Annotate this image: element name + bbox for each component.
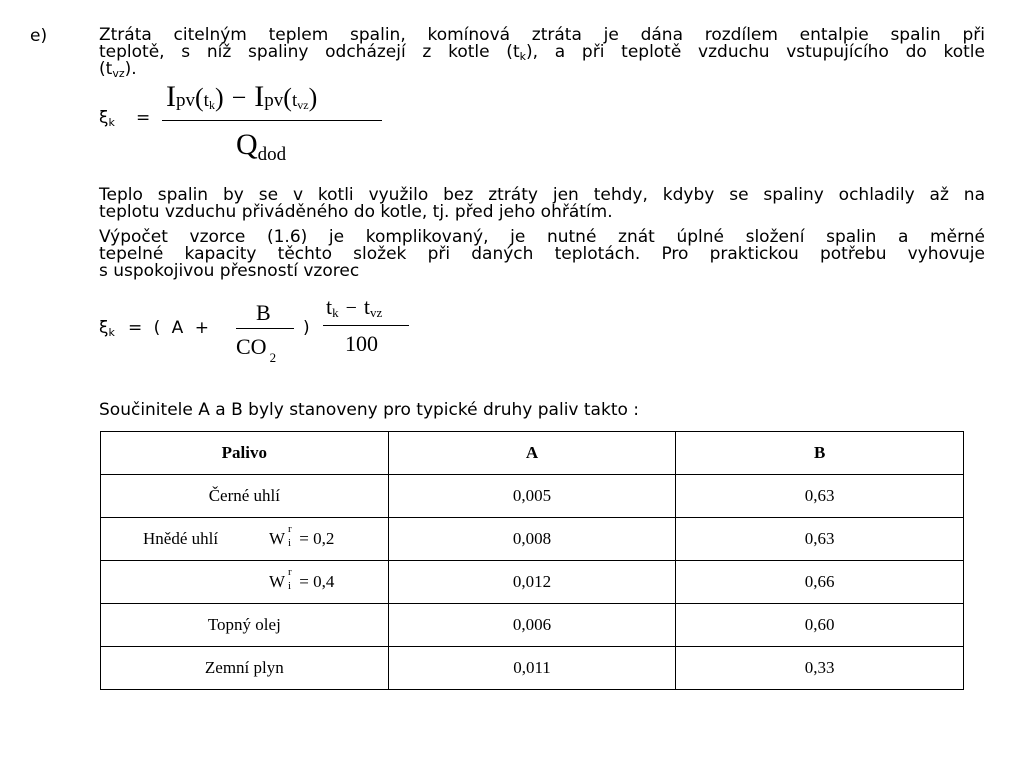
formula2-num-b: B bbox=[256, 300, 271, 325]
formula2-lhs: $\xi_k$ bbox=[99, 318, 115, 339]
header-b: B bbox=[676, 432, 964, 475]
formula2-num-t: $t_k - t_{vz}$ bbox=[326, 294, 383, 320]
p2-line-2: teplotu vzduchu přiváděného do kotle, tj. před jeho ohřátím. bbox=[99, 202, 613, 222]
fuel-name: Hnědé uhlí bbox=[143, 529, 219, 548]
formula1-equals: = bbox=[136, 108, 151, 128]
b-cell: 0,33 bbox=[676, 647, 964, 690]
formula2-den-co2: CO $_2$ bbox=[236, 334, 277, 365]
moisture-label: W r i = 0,2 bbox=[269, 523, 335, 549]
section-marker: e) bbox=[30, 26, 48, 46]
a-cell: 0,005 bbox=[388, 475, 676, 518]
formula2-close: ) bbox=[303, 318, 310, 338]
fuel-cell bbox=[101, 518, 389, 561]
a-cell: 0,008 bbox=[388, 518, 676, 561]
fuel-cell: Zemní plyn bbox=[101, 647, 389, 690]
moisture-label: W r i = 0,4 bbox=[269, 566, 335, 592]
b-cell: 0,60 bbox=[676, 604, 964, 647]
formula1-denominator: Qdod bbox=[236, 128, 287, 165]
p1-line-2: teplotě, s níž spaliny odcházejí z kotle $(t_k)$, a při teplotě vzduchu vstupujícího do kotle bbox=[99, 42, 985, 63]
paragraph-2 bbox=[99, 187, 985, 221]
p1-line-3: $(t_{vz})$. bbox=[99, 59, 137, 80]
p3-line-3: s uspokojivou přesností vzorec bbox=[99, 261, 360, 281]
p3-line-2: tepelné kapacity těchto složek při daných teplotách. Pro praktickou potřebu vyhovuje bbox=[99, 244, 985, 264]
a-cell: 0,006 bbox=[388, 604, 676, 647]
table-row bbox=[101, 647, 964, 690]
table-header-row bbox=[101, 432, 964, 475]
header-palivo: Palivo bbox=[101, 432, 389, 475]
formula1-lhs: $\xi_k$ bbox=[99, 108, 115, 129]
p1-line-1: Ztráta citelným teplem spalin, komínová ztráta je dána rozdílem entalpie spalin při bbox=[99, 25, 985, 45]
formula2-open: = ( A + bbox=[128, 318, 209, 338]
b-cell: 0,63 bbox=[676, 518, 964, 561]
formula2-fraction-bar-1 bbox=[236, 328, 294, 329]
header-a: A bbox=[388, 432, 676, 475]
table-intro: Součinitele A a B byly stanoveny pro typické druhy paliv takto : bbox=[99, 400, 640, 420]
table-row bbox=[101, 475, 964, 518]
fuel-cell: Černé uhlí bbox=[101, 475, 389, 518]
formula1-fraction-bar bbox=[162, 120, 382, 121]
paragraph-3 bbox=[99, 229, 985, 280]
a-cell: 0,011 bbox=[388, 647, 676, 690]
formula2-fraction-bar-2 bbox=[323, 325, 409, 326]
table-row bbox=[101, 604, 964, 647]
b-cell: 0,66 bbox=[676, 561, 964, 604]
fuel-coefficients-table bbox=[100, 431, 964, 690]
p2-line-1: Teplo spalin by se v kotli využilo bez ztráty jen tehdy, kdyby se spaliny ochladily až na bbox=[99, 185, 985, 205]
fuel-cell bbox=[101, 561, 389, 604]
p3-line-1: Výpočet vzorce (1.6) je komplikovaný, je nutné znát úplné složení spalin a měrné bbox=[99, 227, 985, 247]
paragraph-1 bbox=[99, 27, 985, 78]
fuel-cell: Topný olej bbox=[101, 604, 389, 647]
table-row bbox=[101, 518, 964, 561]
table-row bbox=[101, 561, 964, 604]
formula2-den-100: 100 bbox=[345, 331, 378, 356]
formula1-numerator: $Ipv(t_k) - Ipv(t_{vz})$ bbox=[166, 80, 318, 113]
a-cell: 0,012 bbox=[388, 561, 676, 604]
b-cell: 0,63 bbox=[676, 475, 964, 518]
